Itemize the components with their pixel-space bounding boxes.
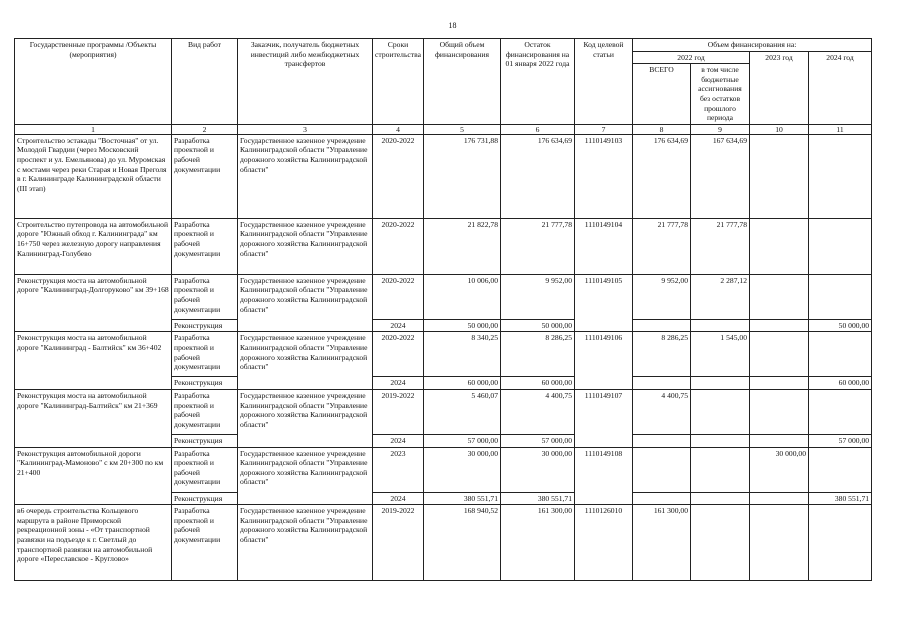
- header-2024: 2024 год: [809, 51, 872, 124]
- code: 1110149108: [575, 447, 633, 505]
- code: 1110149104: [575, 218, 633, 274]
- rest: 380 551,71: [501, 492, 575, 505]
- rest: 57 000,00: [501, 434, 575, 447]
- object-name: Реконструкция моста на автомобильной дороге "Калининград - Балтийск" км 36+402: [15, 332, 172, 390]
- value-2022-incl: 2 287,12: [691, 274, 750, 319]
- work-type: Разработка проектной и рабочей документации: [172, 389, 238, 434]
- total: 10 006,00: [424, 274, 501, 319]
- value-2022-incl: [691, 492, 750, 505]
- header-2022: 2022 год: [633, 51, 750, 64]
- object-name: Реконструкция автомобильной дороги "Калининград-Мамоново" с км 20+300 по км 21+400: [15, 447, 172, 505]
- rest: 21 777,78: [501, 218, 575, 274]
- value-2022-incl: [691, 389, 750, 434]
- total: 168 940,52: [424, 505, 501, 581]
- value-2022: [633, 447, 691, 492]
- value-2022-incl: [691, 319, 750, 332]
- col-number: 8: [633, 124, 691, 134]
- header-2022-total: ВСЕГО: [633, 64, 691, 125]
- object-name: Строительство эстакады "Восточная" от ул. Молодой Гвардии (через Московский проспект и ул. Емельянова) до ул. Муромская с мостами через реки Старая и Новая Преголя в г. Калининграде Калининградской области (III этап): [15, 134, 172, 218]
- total: 8 340,25: [424, 332, 501, 377]
- header-total: Общий объем финансирования: [424, 39, 501, 125]
- period: 2024: [373, 377, 424, 390]
- table-row: [15, 134, 872, 218]
- customer: Государственное казенное учреждение Калининградской области "Управление дорожного хозяйства Калининградской области": [238, 447, 373, 505]
- customer: Государственное казенное учреждение Калининградской области "Управление дорожного хозяйства Калининградской области": [238, 274, 373, 332]
- value-2024: [809, 447, 872, 492]
- rest: 50 000,00: [501, 319, 575, 332]
- table-row: [15, 218, 872, 274]
- value-2024: [809, 505, 872, 581]
- total: 5 460,07: [424, 389, 501, 434]
- header-2023: 2023 год: [750, 51, 809, 124]
- header-work-type: Вид работ: [172, 39, 238, 125]
- col-number: 1: [15, 124, 172, 134]
- value-2023: [750, 389, 809, 434]
- value-2022-incl: [691, 505, 750, 581]
- value-2023: [750, 377, 809, 390]
- value-2022: [633, 492, 691, 505]
- value-2023: [750, 332, 809, 377]
- col-number: 5: [424, 124, 501, 134]
- col-number: 2: [172, 124, 238, 134]
- value-2022: [633, 319, 691, 332]
- period: 2020-2022: [373, 274, 424, 319]
- header-rest: Остаток финансирования на 01 января 2022 года: [501, 39, 575, 125]
- value-2022: 8 286,25: [633, 332, 691, 377]
- table-row: [15, 447, 872, 492]
- value-2024: [809, 389, 872, 434]
- value-2023: [750, 274, 809, 319]
- total: 57 000,00: [424, 434, 501, 447]
- total: 50 000,00: [424, 319, 501, 332]
- period: 2020-2022: [373, 134, 424, 218]
- customer: Государственное казенное учреждение Калининградской области "Управление дорожного хозяйства Калининградской области": [238, 389, 373, 447]
- work-type: Разработка проектной и рабочей документации: [172, 332, 238, 377]
- value-2023: [750, 505, 809, 581]
- value-2022-incl: [691, 377, 750, 390]
- work-type: Реконструкция: [172, 492, 238, 505]
- work-type: Разработка проектной и рабочей документации: [172, 447, 238, 492]
- rest: 4 400,75: [501, 389, 575, 434]
- code: 1110149105: [575, 274, 633, 332]
- rest: 9 952,00: [501, 274, 575, 319]
- col-number: 4: [373, 124, 424, 134]
- total: 176 731,88: [424, 134, 501, 218]
- value-2022-incl: [691, 434, 750, 447]
- work-type: Реконструкция: [172, 319, 238, 332]
- header-code: Код целевой статьи: [575, 39, 633, 125]
- work-type: Реконструкция: [172, 377, 238, 390]
- value-2022-incl: 1 545,00: [691, 332, 750, 377]
- value-2024: 60 000,00: [809, 377, 872, 390]
- code: 1110149106: [575, 332, 633, 390]
- value-2024: [809, 218, 872, 274]
- financing-table: [14, 38, 872, 581]
- value-2023: [750, 134, 809, 218]
- period: 2024: [373, 434, 424, 447]
- value-2023: [750, 492, 809, 505]
- rest: 8 286,25: [501, 332, 575, 377]
- period: 2020-2022: [373, 218, 424, 274]
- value-2023: [750, 218, 809, 274]
- work-type: Разработка проектной и рабочей документации: [172, 218, 238, 274]
- rest: 30 000,00: [501, 447, 575, 492]
- code: 1110149107: [575, 389, 633, 447]
- customer: Государственное казенное учреждение Калининградской области "Управление дорожного хозяйства Калининградской области": [238, 332, 373, 390]
- rest: 60 000,00: [501, 377, 575, 390]
- period: 2020-2022: [373, 332, 424, 377]
- code: 1110149103: [575, 134, 633, 218]
- col-number: 7: [575, 124, 633, 134]
- value-2023: 30 000,00: [750, 447, 809, 492]
- value-2024: [809, 274, 872, 319]
- total: 380 551,71: [424, 492, 501, 505]
- value-2022: 4 400,75: [633, 389, 691, 434]
- header-programs: Государственные программы /Объекты (мероприятия): [15, 39, 172, 125]
- value-2023: [750, 434, 809, 447]
- header-2022-incl: в том числе бюджетные ассигнования без остатков прошлого периода: [691, 64, 750, 125]
- period: 2024: [373, 492, 424, 505]
- table-row: [15, 389, 872, 434]
- rest: 161 300,00: [501, 505, 575, 581]
- col-number: 10: [750, 124, 809, 134]
- value-2022: 161 300,00: [633, 505, 691, 581]
- work-type: Разработка проектной и рабочей документации: [172, 134, 238, 218]
- value-2022-incl: [691, 447, 750, 492]
- work-type: Разработка проектной и рабочей документации: [172, 274, 238, 319]
- col-number: 6: [501, 124, 575, 134]
- code: 1110126010: [575, 505, 633, 581]
- table-row: [15, 332, 872, 377]
- period: 2023: [373, 447, 424, 492]
- value-2022: 21 777,78: [633, 218, 691, 274]
- total: 60 000,00: [424, 377, 501, 390]
- customer: Государственное казенное учреждение Калининградской области "Управление дорожного хозяйства Калининградской области": [238, 134, 373, 218]
- value-2022-incl: 21 777,78: [691, 218, 750, 274]
- rest: 176 634,69: [501, 134, 575, 218]
- value-2024: 57 000,00: [809, 434, 872, 447]
- period: 2019-2022: [373, 505, 424, 581]
- customer: Государственное казенное учреждение Калининградской области "Управление дорожного хозяйства Калининградской области": [238, 505, 373, 581]
- col-number: 9: [691, 124, 750, 134]
- object-name: Строительство путепровода на автомобильной дороге "Южный обход г. Калининграда" км 16+750 через железную дорогу направления Калининград-Голубево: [15, 218, 172, 274]
- value-2022: [633, 377, 691, 390]
- header-funding: Объем финансирования на:: [633, 39, 872, 52]
- customer: Государственное казенное учреждение Калининградской области "Управление дорожного хозяйства Калининградской области": [238, 218, 373, 274]
- column-numbers-row: [15, 124, 872, 134]
- value-2022-incl: 167 634,69: [691, 134, 750, 218]
- value-2024: [809, 134, 872, 218]
- total: 30 000,00: [424, 447, 501, 492]
- header-customer: Заказчик, получатель бюджетных инвестиций либо межбюджетных трансфертов: [238, 39, 373, 125]
- page-number: 18: [448, 21, 457, 30]
- table-row: [15, 274, 872, 319]
- work-type: Разработка проектной и рабочей документации: [172, 505, 238, 581]
- value-2022: [633, 434, 691, 447]
- object-name: в6 очередь строительства Кольцевого маршрута в районе Приморской рекреационной зоны - «От транспортной развязки на подъезде к г. Светлый до транспортной развязки на автомобильной дороге «Переславское - Круглово»: [15, 505, 172, 581]
- work-type: Реконструкция: [172, 434, 238, 447]
- value-2023: [750, 319, 809, 332]
- header-period: Сроки строительства: [373, 39, 424, 125]
- total: 21 822,78: [424, 218, 501, 274]
- table-row: [15, 505, 872, 581]
- col-number: 3: [238, 124, 373, 134]
- value-2022: 176 634,69: [633, 134, 691, 218]
- value-2022: 9 952,00: [633, 274, 691, 319]
- value-2024: [809, 332, 872, 377]
- value-2024: 380 551,71: [809, 492, 872, 505]
- period: 2019-2022: [373, 389, 424, 434]
- object-name: Реконструкция моста на автомобильной дороге "Калининград-Долгоруково" км 39+168: [15, 274, 172, 332]
- value-2024: 50 000,00: [809, 319, 872, 332]
- period: 2024: [373, 319, 424, 332]
- col-number: 11: [809, 124, 872, 134]
- object-name: Реконструкция моста на автомобильной дороге "Калининград-Балтийск" км 21+369: [15, 389, 172, 447]
